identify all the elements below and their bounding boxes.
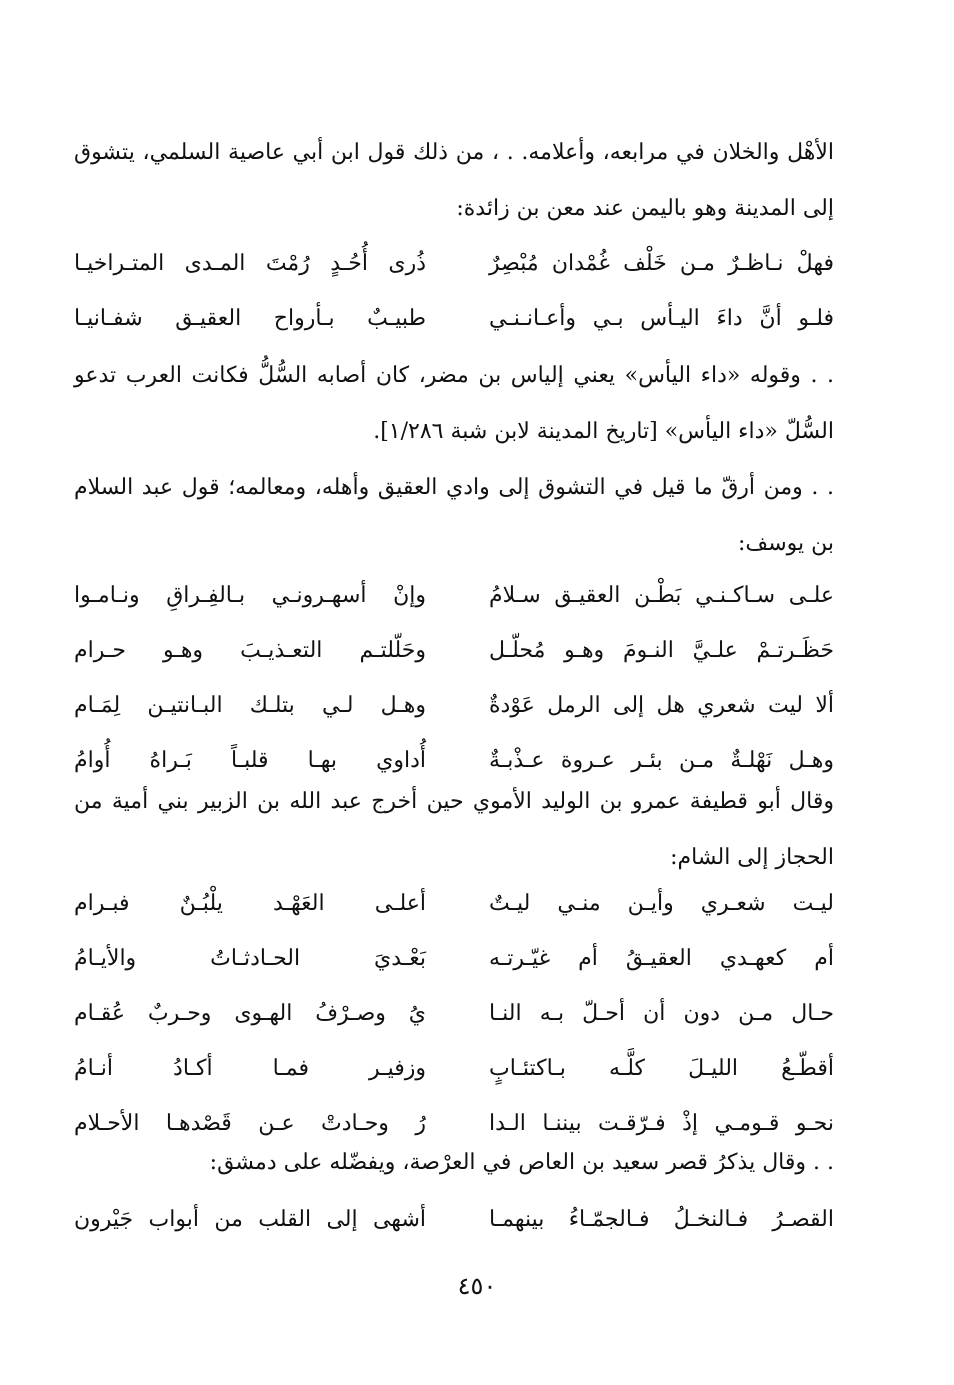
verse-line: [74, 623, 834, 678]
verse-second-hemistich: أعلـى العَهْـد يلْبُـنٌ فبـرام: [74, 891, 426, 916]
paragraph-aqiq-longing: . . ومن أرقّ ما قيل في التشوق إلى وادي العقيق وأهله، ومعالمه؛ قول عبد السلام بن يوسف:: [74, 475, 834, 556]
verse-second-hemistich: يُ وصـرْفُ الهـوى وحـربٌ عُقـام: [74, 1001, 426, 1026]
verse-first-hemistich: ألا ليت شعري هل إلى الرمل عَوْدةٌ: [489, 693, 834, 718]
verse-second-hemistich: وهـل لـي بتلـك البـانتيـن لِمَـام: [74, 693, 426, 718]
verse-line: [74, 1192, 834, 1247]
paragraph-intro: الأهْل والخلان في مرابعه، وأعلامه. . ، من ذلك قول ابن أبي عاصية السلمي، يتشوق إلى المدينة وهو باليمن عند معن بن زائدة:: [74, 140, 834, 221]
verse-line: [74, 678, 834, 733]
poem-ibn-abi-asiya: [74, 236, 834, 346]
verse-line: [74, 236, 834, 291]
verse-line: [74, 876, 834, 931]
verse-first-hemistich: وهـل نَهْلـةٌ مـن بئـر عـروة عـذْبـةٌ: [489, 748, 834, 773]
paragraph-qasr-said: . . وقال يذكرُ قصر سعيد بن العاص في العرْصة، ويفضّله على دمشق:: [209, 1150, 834, 1175]
paragraph-daa-al-yaas: . . وقوله «داء اليأس» يعني إلياس بن مضر، كان أصابه السُّلُّ فكانت العرب تدعو السُّلّ «داء اليأس» [تاريخ المدينة لابن شبة ١/٢٨٦].: [74, 363, 834, 444]
verse-second-hemistich: بَعْـديَ الحـادثـاتُ والأيـامُ: [74, 946, 426, 971]
verse-first-hemistich: حـال مـن دون أن أحـلّ بـه النـا: [489, 1001, 834, 1026]
verse-second-hemistich: وزفيـر فمـا أكـادُ أنـامُ: [74, 1056, 426, 1081]
verse-first-hemistich: فلـو أنَّ داءَ اليـأس بـي وأعـانـنـي: [489, 306, 834, 331]
verse-second-hemistich: أُداوي بهـا قلبـاً بَـراهُ أُوامُ: [74, 748, 426, 773]
verse-first-hemistich: نحـو قـومـي إذْ فـرّقـت بيننـا الـدا: [489, 1111, 834, 1136]
verse-line: [74, 986, 834, 1041]
verse-second-hemistich: أشهى إلى القلب من أبواب جَيْرون: [74, 1207, 426, 1232]
verse-second-hemistich: وإنْ أسهـرونـي بـالفِـراقِ ونـامـوا: [74, 583, 426, 608]
verse-line: [74, 568, 834, 623]
verse-first-hemistich: حَظَـرتـمْ علـيَّ النـومَ وهـو مُحلّـل: [489, 638, 834, 663]
verse-first-hemistich: أم كعهـدي العقيـقُ أم غيّـرتـه: [489, 946, 834, 971]
verse-second-hemistich: طبيـبٌ بـأرواح العقيـق شفـانيـا: [74, 306, 426, 331]
verse-first-hemistich: علـى سـاكـنـي بَطْـن العقيـق سـلامُ: [489, 583, 834, 608]
poem-qasr-said: [74, 1192, 834, 1247]
verse-second-hemistich: رُ وحـادتْ عـن قَصْدهـا الأحـلام: [74, 1111, 426, 1136]
paragraph-abu-qutayfa: وقال أبو قطيفة عمرو بن الوليد الأموي حين أخرج عبد الله بن الزبير بني أمية من الحجاز إلى الشام:: [74, 789, 834, 870]
verse-first-hemistich: القصـرُ فـالنخـلُ فـالجمّـاءُ بينهمـا: [489, 1207, 834, 1232]
verse-second-hemistich: ذُرى أُحُـدٍ رُمْتَ المـدى المتـراخيـا: [74, 251, 426, 276]
verse-line: [74, 291, 834, 346]
verse-first-hemistich: ليـت شعـري وأيـن منـي ليـتٌ: [489, 891, 834, 916]
page-number: ٤٥٠: [457, 1272, 497, 1300]
verse-line: [74, 1041, 834, 1096]
verse-second-hemistich: وحَلّلتـم التعـذيـبَ وهـو حـرام: [74, 638, 426, 663]
verse-first-hemistich: أقطّـعُ الليـلَ كلَّـه بـاكتئـابٍ: [489, 1056, 834, 1081]
verse-line: [74, 931, 834, 986]
verse-first-hemistich: فهلْ نـاظـرٌ مـن خَلْف غُمْدان مُبْصِرٌ: [489, 251, 834, 276]
poem-abd-al-salam: [74, 568, 834, 788]
poem-abu-qutayfa: [74, 876, 834, 1151]
